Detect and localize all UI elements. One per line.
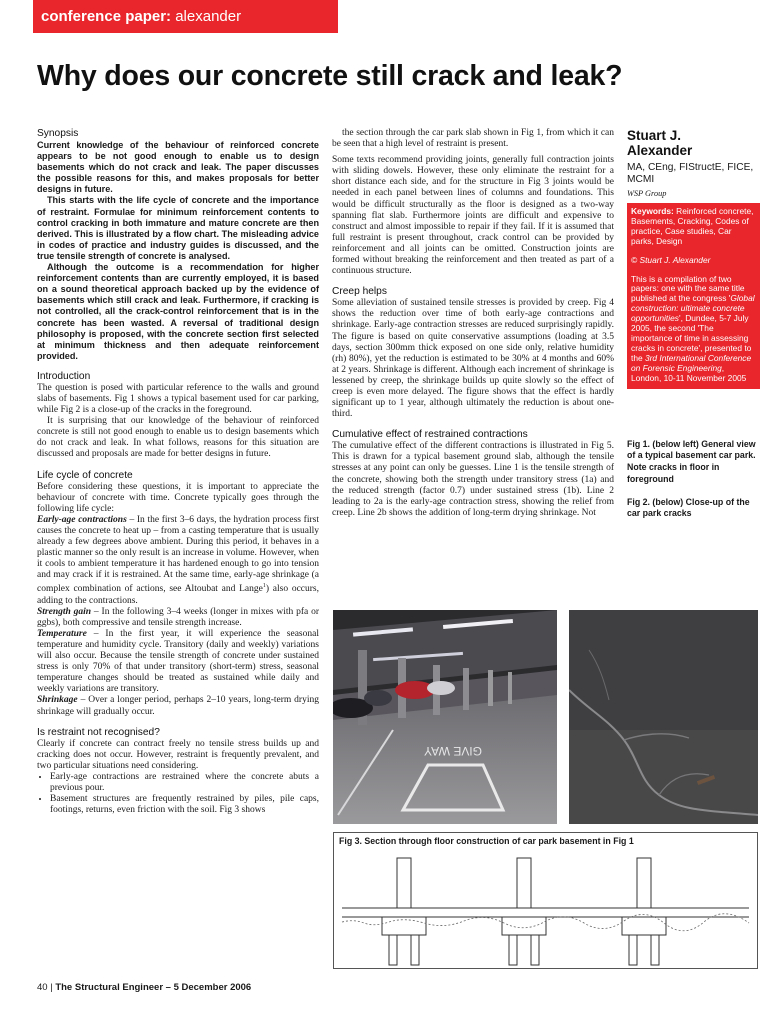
banner-label: conference paper: [41, 8, 172, 25]
cumulative-heading: Cumulative effect of restrained contractions [332, 429, 528, 441]
synopsis-p2: This starts with the life cycle of concrete and the importance of restraint. Formulae for minimum reinforcement contents to control cracking in both immature and mature concrete are then derived. This is illustrated by a flow chart. The misleading advice in codes of practice and industry guides is discussed, and the true tensile strength of concrete is analysed. [37, 195, 319, 261]
keywords-text: Reinforced concrete, Basements, Cracking, Codes of practice, Case studies, Car parks, Design [631, 206, 754, 246]
creep-heading: Creep helps [332, 286, 387, 298]
author-name-line2: Alexander [627, 143, 693, 158]
conference-name: 3rd International Conference on Forensic Engineering [631, 352, 752, 373]
column-right [627, 128, 759, 520]
cumulative-paragraph: The cumulative effect of the different contractions is illustrated in Fig 5. This is drawn for a typical basement ground slab, although the tensile stresses at any point can only be guesses. Line 1 is the tensile strength of the concrete, showing both the strength under transitory stress (1a) and the reduced strength (factor 0.7) under sustained stress (1b). Line 2 leading to 2a is the early-age contraction stress, showing the relief from creep. Line 2b shows the addition of long-term drying shrinkage. Not [332, 441, 614, 518]
fig2-caption: Fig 2. (below) Close-up of the car park cracks [627, 496, 750, 519]
author-name [627, 128, 759, 158]
slab-section-diagram [334, 850, 757, 968]
compilation-b: ', Dundee, 5-7 July 2005, the second 'The importance of time in assessing cracks in concrete', presented to the [631, 313, 752, 363]
synopsis-p3: Although the outcome is a recommendation for higher reinforcement contents than are currently employed, it is based on a sound theoretical approach backed up by the evidence of basements which still crack and leak. Furthermore, if cracking is not controlled, all the crack-control reinforcement that is in the concrete has been wasted. A reversal of traditional design philosophy is proposed, with the concrete section first selected at minimum thickness and then adequate reinforcement provided. [37, 262, 319, 361]
page-footer [37, 982, 251, 993]
keywords-label: Keywords: [631, 206, 674, 216]
restraint-list [37, 772, 319, 816]
restraint-heading: Is restraint not recognised? [37, 726, 160, 738]
temperature-term: Temperature [37, 628, 87, 639]
fig3-caption: Fig 3. Section through floor construction of car park basement in Fig 1 [339, 836, 634, 846]
introduction-p1: The question is posed with particular reference to the walls and ground slabs of basements. Fig 1 shows a typical basement used for car parking, while Fig 2 is a close-up of the cracks in the foreground. [37, 382, 319, 416]
col2-continuation: the section through the car park slab shown in Fig 1, from which it can be seen that a high level of restraint is present. [332, 128, 614, 150]
column-left [37, 128, 319, 816]
lifecycle-shrinkage [37, 695, 319, 717]
keywords-box [627, 203, 760, 389]
strength-text: – In the following 3–4 weeks (longer in mixes with pfa or ggbs), both compressive and tensile strength increase. [37, 606, 319, 628]
fig1-caption: Fig 1. (below left) General view of a typical basement car park. Note cracks in floor in foreground [627, 438, 756, 484]
restraint-p1: Clearly if concrete can contract freely no tensile stress builds up and cracking does not occur. However, restraint is frequently prevalent, and two particular situations need considering. [37, 738, 319, 771]
compilation-note [631, 275, 756, 384]
temperature-text: – In the first year, it will experience the seasonal temperature and humidity cycle. Transitory (daily and weekly) variations will also occur. Because the tensile strength of concrete under sustained stress is only 70% of that under transitory (short-term) stress, seasonal temperature changes should be treated as sustained while daily and weekly variations are transitory. [37, 628, 319, 695]
joints-paragraph: Some texts recommend providing joints, generally full contraction joints with sliding dowels. However, these only eliminate the restraint for a short distance each side, and for the structure in Fig 3 joints would be needed in each panel between lines of columns and foundations. This would be difficult structurally as the floor is designed as a two-way spanning flat slab. Furthermore joints are difficult and expensive to construct and almost impossible to repair if they fail. If it is assumed that full restraint is present throughout, crack control can be provided by reinforcement and all joints can be omitted. Construction joints are formed without breaking the reinforcement and then treated as part of a continuous structure. [332, 155, 614, 277]
congress-name: Global construction: ultimate concrete opportunities [631, 293, 755, 324]
synopsis-p1: Current knowledge of the behaviour of reinforced concrete appears to be not good enough to enable us to design basements which do not crack and leak. The paper discusses the possible reasons for this, and makes proposals for better designs in future. [37, 140, 319, 195]
banner-author: alexander [171, 8, 242, 25]
column-middle [332, 128, 614, 519]
early-text: – In the first 3–6 days, the hydration process first causes the concrete to heat up – from a casting temperature that is usually already a few degrees above ambient. During this period, it behaves in a plastic manner so the only result is an increase in volume. However, when it cools to ambient temperature it has hardened enough to go into tension and may crack if it is restrained. At the same time, early-age shrinkage (a complex combination of actions, see Altoubat and Lange [37, 514, 319, 595]
fig2-crack-photo [569, 610, 758, 824]
conference-paper-banner [33, 0, 338, 33]
list-item: • Early-age contractions are restrained where the concrete abuts a previous pour. [50, 772, 319, 794]
car-park-illustration [333, 610, 557, 824]
keywords [631, 207, 756, 247]
page-number: 40 [37, 982, 48, 993]
copyright-text: © Stuart J. Alexander [631, 254, 711, 265]
introduction-p2: It is surprising that our knowledge of the behaviour of reinforced concrete is still not good enough to enable us to design basements which do not crack and leak. In what follows, reasons for this situation are discussed and proposals are made for better designs in future. [37, 416, 319, 460]
lifecycle-temperature [37, 629, 319, 696]
reference-sup: 1 [262, 583, 266, 590]
author-qualifications: MA, CEng, FIStructE, FICE, MCMI [627, 162, 754, 185]
author-name-line1: Stuart J. [627, 128, 682, 143]
early-tail: ) also occurs, adding to the contractions. [37, 584, 319, 606]
journal-name: The Structural Engineer – 5 December 2006 [55, 982, 252, 993]
lifecycle-heading: Life cycle of concrete [37, 469, 133, 481]
copyright [631, 256, 756, 266]
author-affiliation: WSP Group [627, 189, 667, 198]
introduction-heading: Introduction [37, 370, 91, 382]
creep-paragraph: Some alleviation of sustained tensile stresses is provided by creep. Fig 4 shows the reduction over time of both early-age contractions and shrinkage. Early-age contraction stresses are reduced surprisingly rapidly. The figure is based on quite conservative assumptions (loading at 3.5 days, section 300mm thick exposed on one side only, relative humidity (rh) 80%), yet the reduction is estimated to be 30% at 4 months and 60% at 2 years. Shrinkage is different. Although each increment of shrinkage is lessened by creep, the shrinkage builds up quite slowly so the effect of creep is even more delayed. The figure shows that the effect is hardly significant up to 1 year, although ultimately the reduction is about one-third. [332, 298, 614, 420]
fig3-section-drawing [333, 832, 758, 969]
lifecycle-strength [37, 607, 319, 629]
list-item: • Basement structures are frequently restrained by piles, pile caps, footings, returns, even friction with the soil. Fig 3 shows [50, 794, 319, 816]
fig1-car-park-photo [333, 610, 557, 824]
give-way-marking: GIVE WAY [423, 744, 483, 758]
shrinkage-term: Shrinkage [37, 695, 78, 706]
strength-term: Strength gain [37, 606, 92, 617]
compilation-a: This is a compilation of two papers: one with the same title published at the congress ' [631, 273, 745, 304]
early-term: Early-age contractions [37, 514, 127, 525]
lifecycle-p1: Before considering these questions, it is important to appreciate the behaviour of concrete with time. Concrete typically goes through the following life cycle: [37, 481, 319, 514]
synopsis-heading: Synopsis [37, 128, 79, 139]
footer-separator: | [47, 982, 56, 993]
shrinkage-text: – Over a longer period, perhaps 2–10 years, long-term drying shrinkage will gradually occur. [37, 695, 319, 717]
lifecycle-early [37, 515, 319, 607]
compilation-c: , London, 10-11 November 2005 [631, 362, 747, 383]
crack-illustration [569, 610, 758, 824]
article-title: Why does our concrete still crack and leak? [37, 60, 623, 92]
